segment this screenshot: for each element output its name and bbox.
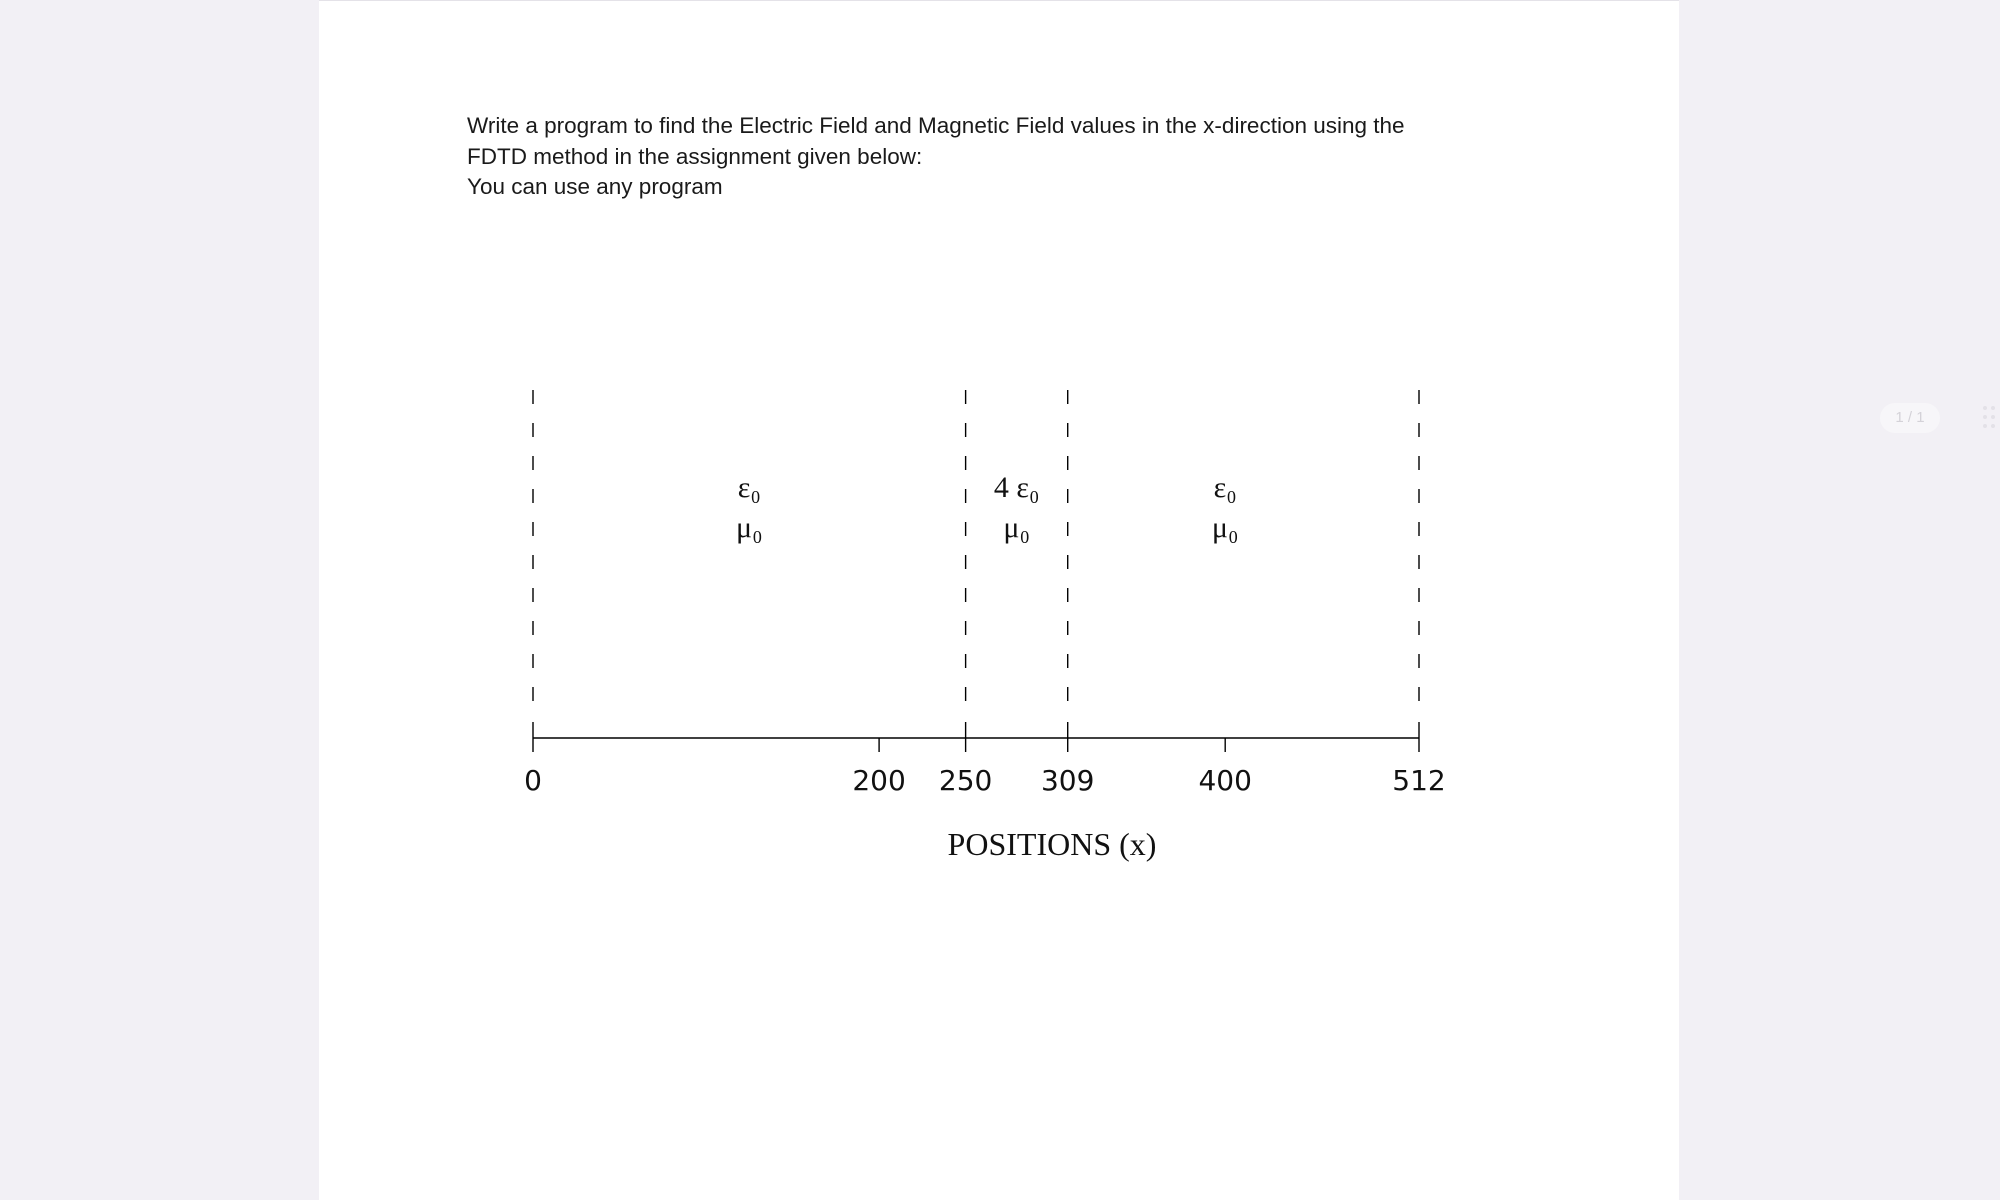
tick-label-250: 250 — [938, 764, 993, 797]
tick-label-309: 309 — [1040, 764, 1095, 797]
instruction-line-2: FDTD method in the assignment given below: — [467, 143, 923, 169]
tick-label-512: 512 — [1392, 764, 1446, 797]
region-permeability-label-3: μ₀ — [1211, 511, 1239, 544]
region-permittivity-label-2: 4 ε₀ — [993, 471, 1040, 504]
region-permittivity-label-3: ε₀ — [1213, 471, 1237, 504]
region-permittivity-label-1: ε₀ — [737, 471, 761, 504]
tick-label-0: 0 — [524, 764, 542, 797]
region-permeability-label-2: μ₀ — [1003, 511, 1030, 544]
drag-handle-icon[interactable] — [1983, 406, 1997, 428]
page-indicator[interactable]: 1 / 1 — [1880, 403, 1940, 433]
instruction-line-1: Write a program to find the Electric Field and Magnetic Field values in the x-direction using the — [467, 113, 1405, 138]
axis-title: POSITIONS (x) — [947, 826, 1157, 862]
region-permeability-label-1: μ₀ — [736, 511, 763, 544]
instruction-line-3: You can use any program — [467, 174, 723, 199]
tick-label-200: 200 — [852, 764, 906, 797]
tick-label-400: 400 — [1198, 764, 1252, 797]
